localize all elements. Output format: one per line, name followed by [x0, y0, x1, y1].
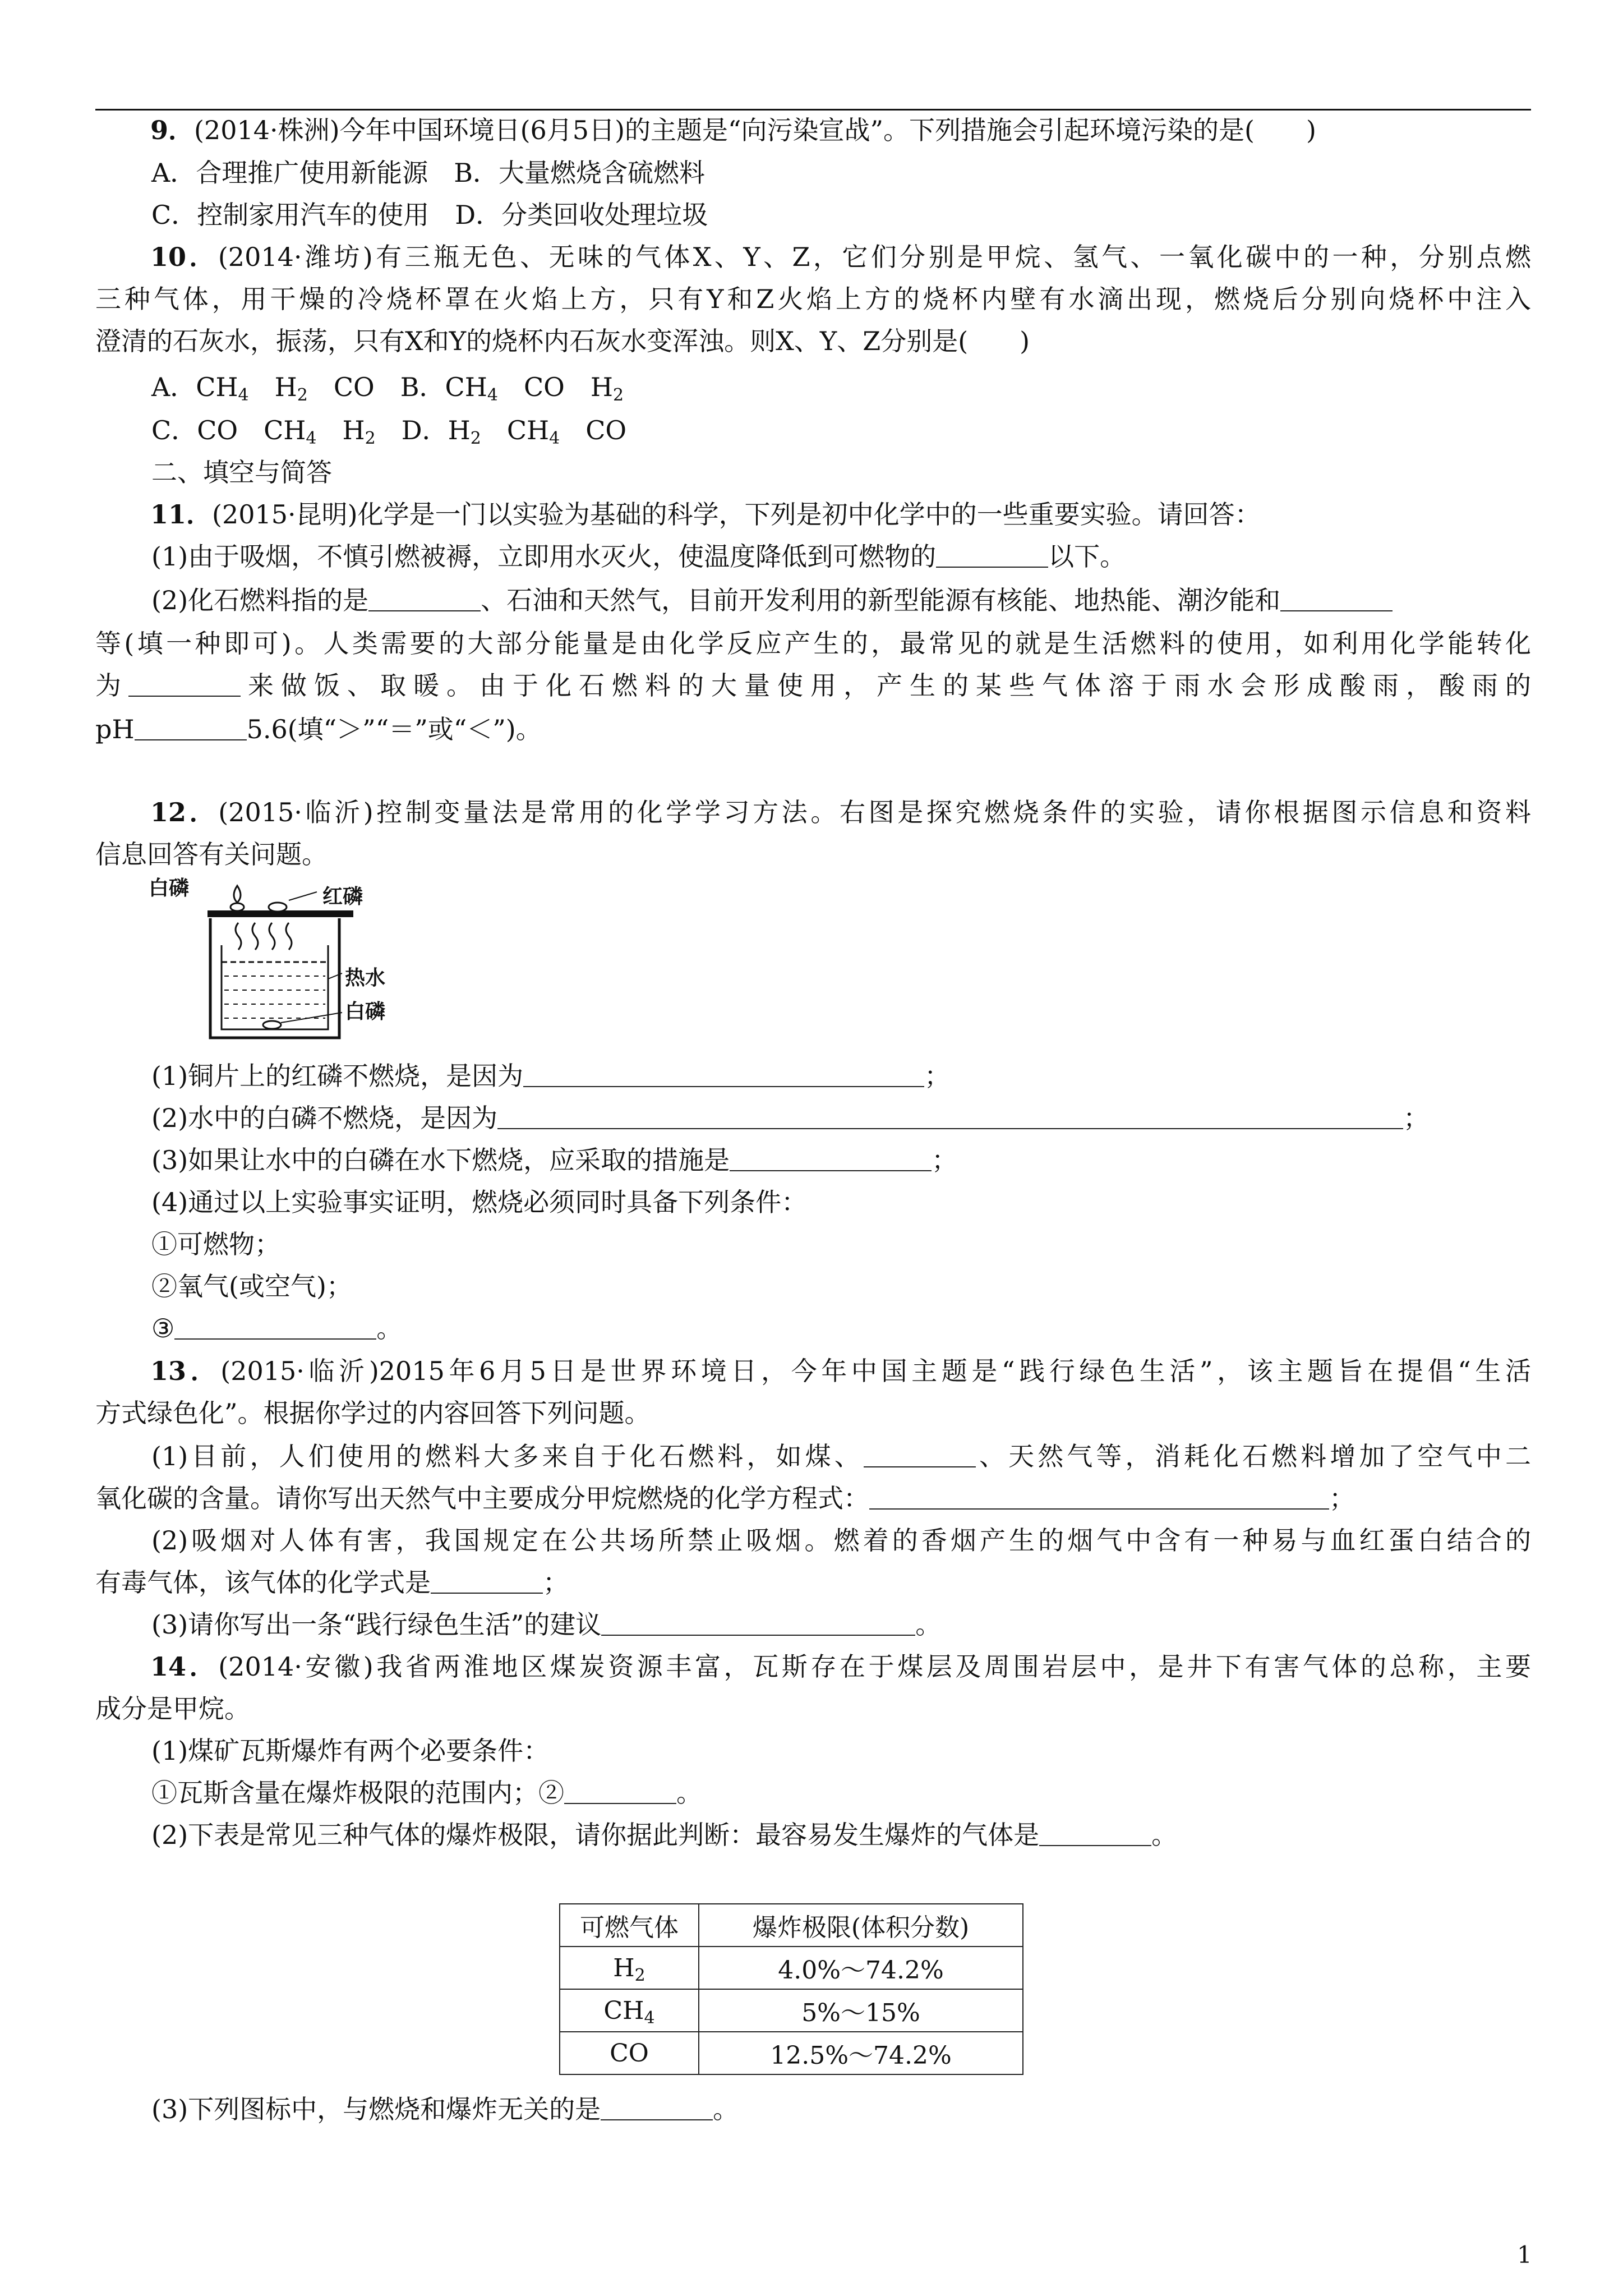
- explosion-limit-table: [559, 1903, 1023, 2075]
- heat-wave-icon: [252, 923, 258, 950]
- q13-stem-line2: 方式绿色化”。根据你学过的内容回答下列问题。: [95, 1398, 651, 1428]
- table-cell-limit: 5%～15%: [699, 1989, 1023, 2032]
- q12-condition2: ②氧气(或空气)；: [151, 1271, 352, 1301]
- q11-part2-line3: 为 来做饭、取暖。由于化石燃料的大量使用，产生的某些气体溶于雨水会形成酸雨，酸雨的: [95, 670, 1531, 701]
- table-cell-limit: 12.5%～74.2%: [699, 2032, 1023, 2074]
- answer-blank[interactable]: [864, 1442, 976, 1467]
- q14-part2: (2)下表是常见三种气体的爆炸极限，请你据此判断：最容易发生爆炸的气体是 。: [151, 1820, 1178, 1850]
- q14-part3: (3)下列图标中，与燃烧和爆炸无关的是 。: [151, 2094, 739, 2124]
- label-white-phosphorus-bottom: 白磷: [345, 1000, 386, 1023]
- q10-stem-line2: 三种气体，用干燥的冷烧杯罩在火焰上方，只有Y和Z火焰上方的烧杯内壁有水滴出现，燃烧后分别向烧杯中注入: [95, 284, 1531, 314]
- page-number: 1: [1517, 2241, 1532, 2269]
- table-row: [560, 1989, 1023, 2032]
- q12-condition1: ①可燃物；: [151, 1229, 280, 1259]
- label-white-phosphorus-top: 白磷: [149, 876, 190, 900]
- inner-beaker: [222, 945, 328, 1029]
- q10-options-ab: A．$CH_4$ $H_2$ CO B．$CH_4$ CO $H_2$: [151, 372, 624, 405]
- combustion-experiment-figure: [149, 878, 390, 1046]
- q13-part2-line2: 有毒气体，该气体的化学式是 ；: [95, 1567, 569, 1598]
- table-cell-gas: $CH_4$: [560, 1989, 699, 2032]
- q13-part3: (3)请你写出一条“践行绿色生活”的建议 。: [151, 1609, 942, 1640]
- table-cell-limit: 4.0%～74.2%: [699, 1947, 1023, 1989]
- table-row: [560, 1947, 1023, 1989]
- q9-option-a: A．合理推广使用新能源: [151, 158, 428, 188]
- section-heading: 二、填空与简答: [151, 457, 332, 487]
- q12-stem-line1: 12．(2015·临沂)控制变量法是常用的化学学习方法。右图是探究燃烧条件的实验，请你根据图示信息和资料: [150, 797, 1531, 827]
- q9-option-b: B．大量燃烧含硫燃料: [454, 158, 706, 188]
- answer-blank[interactable]: [869, 1484, 1329, 1510]
- heat-wave-icon: [236, 923, 241, 950]
- table-header-gas: 可燃气体: [560, 1904, 699, 1947]
- label-red-phosphorus: 红磷: [322, 885, 363, 908]
- q12-part1: (1)铜片上的红磷不燃烧，是因为 ；: [151, 1061, 951, 1091]
- answer-blank[interactable]: [523, 1061, 924, 1087]
- table-cell-gas: $H_2$: [560, 1947, 699, 1989]
- answer-blank[interactable]: [135, 715, 247, 740]
- q14-stem-line2: 成分是甲烷。: [95, 1694, 250, 1724]
- answer-blank[interactable]: [601, 1610, 915, 1636]
- answer-blank[interactable]: [601, 2095, 713, 2120]
- q12-part4: (4)通过以上实验事实证明，燃烧必须同时具备下列条件：: [151, 1187, 808, 1217]
- table-row: [560, 2032, 1023, 2074]
- q13-part2-line1: (2)吸烟对人体有害，我国规定在公共场所禁止吸烟。燃着的香烟产生的烟气中含有一种易与血红蛋白结合的: [151, 1525, 1531, 1556]
- q9-option-c: C．控制家用汽车的使用: [151, 200, 430, 230]
- q12-stem-line2: 信息回答有关问题。: [95, 839, 328, 869]
- white-phosphorus-bottom: [263, 1021, 281, 1029]
- answer-blank[interactable]: [936, 542, 1048, 568]
- q12-part2: (2)水中的白磷不燃烧，是因为 ；: [151, 1103, 1430, 1133]
- answer-blank[interactable]: [1280, 586, 1393, 611]
- q10-stem-line1: 10．(2014·潍坊)有三瓶无色、无味的气体X、Y、Z，它们分别是甲烷、氢气、一氧化碳中的一种，分别点燃: [150, 242, 1531, 272]
- white-phosphorus-top: [230, 903, 244, 911]
- table-header-limit: 爆炸极限(体积分数): [699, 1904, 1023, 1947]
- q13-part1-line1: (1)目前，人们使用的燃料大多来自于化石燃料，如煤、 、天然气等，消耗化石燃料增加了空气中二: [151, 1441, 1531, 1471]
- answer-blank[interactable]: [1039, 1820, 1151, 1846]
- answer-blank[interactable]: [368, 586, 481, 611]
- q11-part2-line2: 等(填一种即可)。人类需要的大部分能量是由化学反应产生的，最常见的就是生活燃料的使用，如利用化学能转化: [95, 628, 1531, 659]
- heat-wave-icon: [269, 923, 275, 950]
- beaker: [210, 918, 339, 1038]
- answer-blank[interactable]: [128, 671, 241, 697]
- q11-part1: (1)由于吸烟，不慎引燃被褥，立即用水灭火，使温度降低到可燃物的 以下。: [151, 541, 1126, 572]
- q12-condition3: ③ 。: [151, 1313, 403, 1343]
- q11-stem: 11．(2015·昆明)化学是一门以实验为基础的科学，下列是初中化学中的一些重要实验。请回答：: [150, 499, 1261, 530]
- q9-options-cd: [151, 198, 708, 232]
- q11-part2-line4: pH 5.6(填“＞”“＝”或“＜”)。: [95, 714, 542, 744]
- q14-part1: (1)煤矿瓦斯爆炸有两个必要条件：: [151, 1736, 550, 1766]
- red-phosphorus: [269, 903, 287, 912]
- header-rule: [95, 109, 1531, 111]
- answer-blank[interactable]: [174, 1314, 376, 1340]
- answer-blank[interactable]: [497, 1103, 1403, 1129]
- table-cell-gas: CO: [560, 2032, 699, 2074]
- q9-stem: 9．(2014·株洲)今年中国环境日(6月5日)的主题是“向污染宣战”。下列措施会引起环境污染的是( ): [150, 115, 1316, 145]
- answer-blank[interactable]: [730, 1145, 932, 1171]
- q9-options-ab: [151, 156, 705, 190]
- heat-wave-icon: [286, 923, 292, 950]
- flame-icon: [234, 886, 241, 903]
- q10-stem-line3: 澄清的石灰水，振荡，只有X和Y的烧杯内石灰水变浑浊。则X、Y、Z分别是( ): [95, 326, 1030, 356]
- q11-part2-line1: (2)化石燃料指的是 、石油和天然气，目前开发利用的新型能源有核能、地热能、潮汐能和: [151, 583, 1393, 617]
- leader-line: [289, 892, 317, 900]
- q13-part1-line2: 氧化碳的含量。请你写出天然气中主要成分甲烷燃烧的化学方程式： ；: [95, 1483, 1355, 1513]
- answer-blank[interactable]: [431, 1568, 543, 1594]
- q14-stem-line1: 14．(2014·安徽)我省两淮地区煤炭资源丰富，瓦斯存在于煤层及周围岩层中，是井下有害气体的总称，主要: [150, 1651, 1531, 1682]
- q10-options-cd: C．CO $CH_4$ $H_2$ D．$H_2$ $CH_4$ CO: [151, 415, 627, 448]
- q12-part3: (3)如果让水中的白磷在水下燃烧，应采取的措施是 ；: [151, 1145, 958, 1175]
- q14-part1-conditions: ①瓦斯含量在爆炸极限的范围内；② 。: [151, 1778, 702, 1808]
- answer-blank[interactable]: [564, 1778, 676, 1804]
- q13-stem-line1: 13．(2015·临沂)2015年6月5日是世界环境日，今年中国主题是“践行绿色生活”，该主题旨在提倡“生活: [150, 1356, 1531, 1386]
- label-hot-water: 热水: [345, 966, 386, 990]
- q9-option-d: D．分类回收处理垃圾: [455, 200, 708, 230]
- table-header-row: [560, 1904, 1023, 1947]
